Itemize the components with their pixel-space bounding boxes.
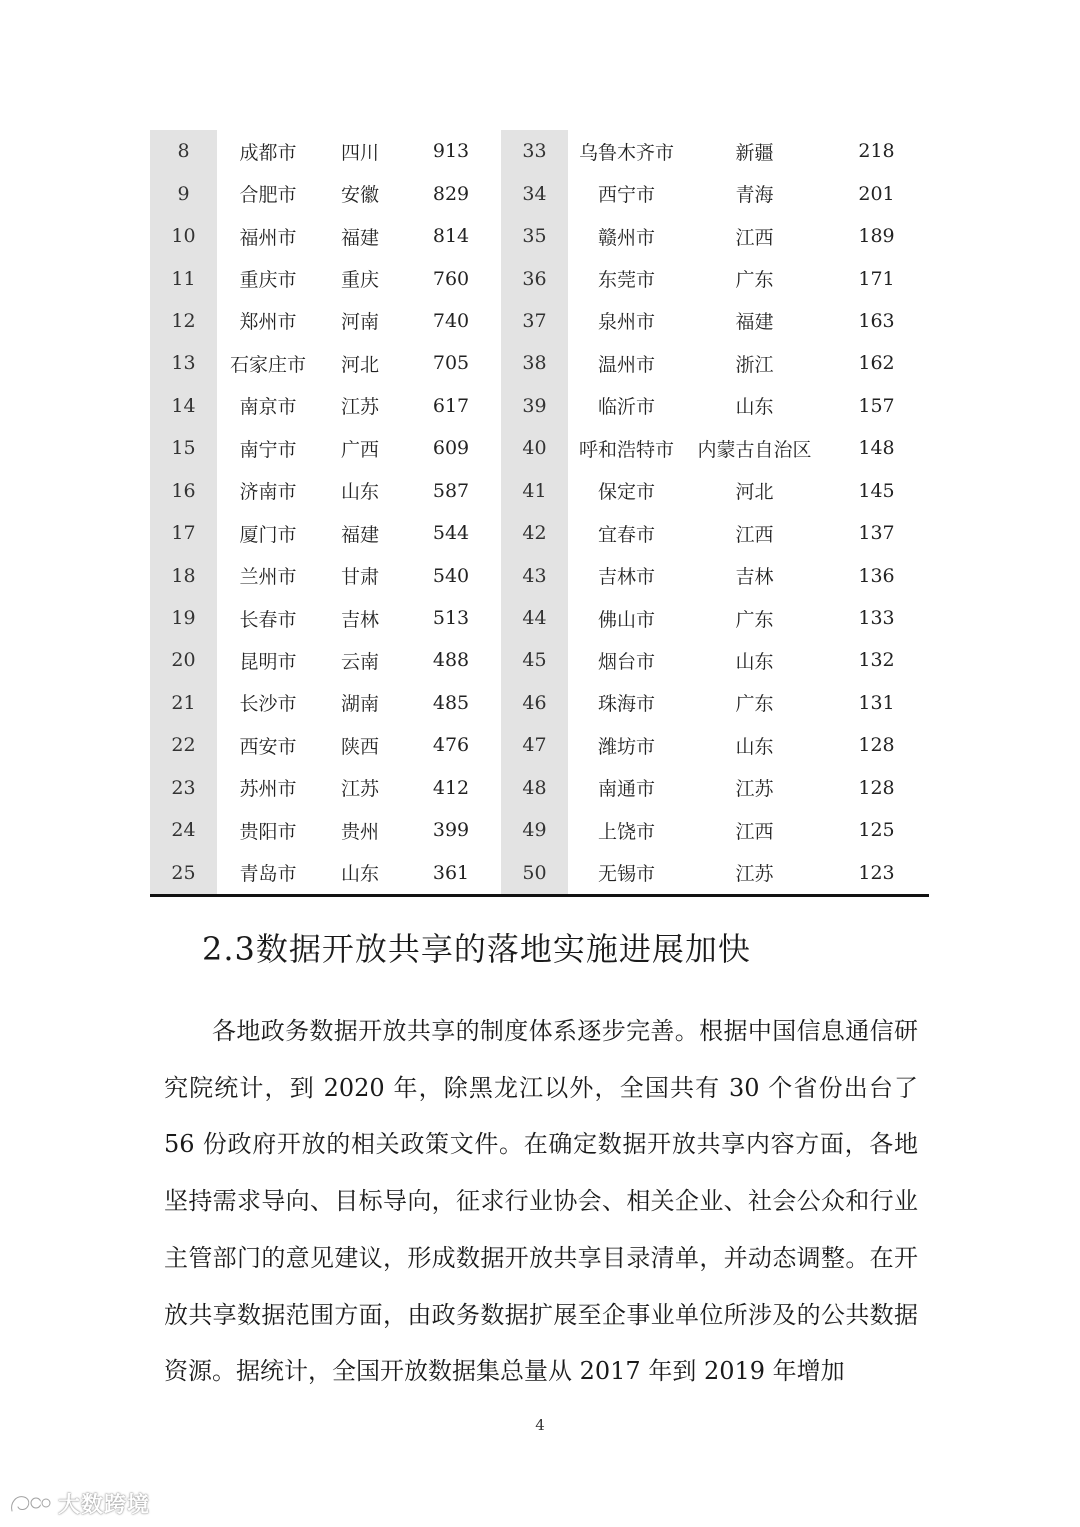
value-cell: 201 [858, 182, 895, 205]
city-ranking-table [150, 130, 929, 897]
city-cell: 温州市 [597, 353, 655, 376]
province-cell: 江西 [735, 226, 774, 249]
rank-cell: 15 [150, 427, 217, 469]
province-cell: 广西 [340, 438, 379, 461]
province-cell: 山东 [735, 396, 774, 419]
province-cell: 河北 [735, 481, 774, 504]
city-cell: 兰州市 [239, 566, 297, 589]
city-cell: 保定市 [597, 481, 655, 504]
table-row [150, 470, 929, 512]
city-cell: 临沂市 [597, 396, 655, 419]
rank-cell: 44 [501, 597, 568, 639]
province-cell: 福建 [340, 226, 379, 249]
value-cell: 476 [432, 734, 470, 757]
province-cell: 江苏 [735, 863, 774, 886]
table-row [150, 554, 929, 596]
rank-cell: 35 [501, 215, 568, 257]
value-cell: 189 [858, 225, 895, 248]
value-cell: 148 [858, 437, 895, 460]
rank-cell: 34 [501, 172, 568, 214]
value-cell: 760 [432, 267, 470, 290]
city-cell: 乌鲁木齐市 [578, 141, 674, 164]
province-cell: 江西 [735, 820, 774, 843]
table-row [150, 130, 929, 172]
rank-cell: 46 [501, 682, 568, 724]
province-cell: 江苏 [340, 396, 379, 419]
rank-cell: 50 [501, 851, 568, 895]
value-cell: 128 [858, 734, 895, 757]
province-cell: 云南 [340, 650, 379, 673]
page-number: 4 [535, 1416, 545, 1434]
province-cell: 山东 [340, 481, 379, 504]
city-cell: 长沙市 [239, 693, 297, 716]
rank-cell: 41 [501, 470, 568, 512]
province-cell: 四川 [340, 141, 379, 164]
province-cell: 新疆 [735, 141, 774, 164]
watermark-text: 大数跨境 [58, 1493, 151, 1518]
province-cell: 吉林 [735, 566, 774, 589]
province-cell: 广东 [735, 269, 774, 292]
value-cell: 705 [432, 352, 470, 375]
rank-cell: 38 [501, 342, 568, 384]
table-row [150, 597, 929, 639]
city-cell: 重庆市 [239, 269, 297, 292]
city-cell: 佛山市 [597, 608, 655, 631]
rank-cell: 42 [501, 512, 568, 554]
value-cell: 617 [432, 394, 470, 417]
province-cell: 青海 [735, 184, 774, 207]
province-cell: 河北 [340, 353, 379, 376]
rank-cell: 16 [150, 470, 217, 512]
rank-cell: 14 [150, 385, 217, 427]
value-cell: 361 [432, 861, 470, 884]
province-cell: 浙江 [735, 353, 774, 376]
province-cell: 广东 [735, 693, 774, 716]
table-row [150, 851, 929, 895]
province-cell: 福建 [340, 523, 379, 546]
value-cell: 171 [858, 267, 895, 290]
value-cell: 123 [858, 861, 895, 884]
value-cell: 399 [432, 819, 470, 842]
value-cell: 587 [432, 479, 470, 502]
table-row [150, 809, 929, 851]
table-row [150, 342, 929, 384]
rank-cell: 19 [150, 597, 217, 639]
city-cell: 上饶市 [597, 820, 655, 843]
city-cell: 珠海市 [597, 693, 655, 716]
value-cell: 137 [858, 522, 895, 545]
city-cell: 呼和浩特市 [578, 438, 674, 461]
city-cell: 青岛市 [239, 863, 297, 886]
rank-cell: 10 [150, 215, 217, 257]
rank-cell: 39 [501, 385, 568, 427]
table-row [150, 257, 929, 299]
value-cell: 133 [858, 607, 895, 630]
city-cell: 南京市 [239, 396, 297, 419]
body-paragraph: 各地政务数据开放共享的制度体系逐步完善。根据中国信息通信研究院统计，到 2020 年，除黑龙江以外，全国共有 30 个省份出台了 56 份政府开放的相关政策文件。在确定数据开放共享内容方面，各地坚持需求导向、目标导向，征求行业协会、相关企业、社会公众和行业主管部门的意见建议，形成数据开放共享目录清单，并动态调整。在开放共享数据范围方面，由政务数据扩展至企事业单位所涉及的公共数据资源。据统计，全国开放数据集总量从 2017 年到 2019 年增加 [164, 1017, 918, 1386]
city-cell: 西安市 [239, 735, 297, 758]
city-cell: 长春市 [239, 608, 297, 631]
province-cell: 陕西 [340, 735, 379, 758]
city-cell: 济南市 [239, 481, 297, 504]
rank-cell: 36 [501, 257, 568, 299]
province-cell: 山东 [735, 735, 774, 758]
value-cell: 128 [858, 776, 895, 799]
city-cell: 烟台市 [597, 650, 655, 673]
value-cell: 136 [858, 564, 895, 587]
table-row [150, 512, 929, 554]
rank-cell: 13 [150, 342, 217, 384]
rank-cell: 49 [501, 809, 568, 851]
province-cell: 甘肃 [340, 566, 379, 589]
table-row [150, 427, 929, 469]
value-cell: 162 [858, 352, 895, 375]
value-cell: 740 [432, 309, 470, 332]
city-cell: 潍坊市 [597, 735, 655, 758]
value-cell: 163 [858, 309, 895, 332]
value-cell: 145 [858, 479, 895, 502]
city-cell: 福州市 [239, 226, 297, 249]
value-cell: 485 [432, 691, 470, 714]
value-cell: 157 [858, 394, 895, 417]
rank-cell: 11 [150, 257, 217, 299]
rank-cell: 8 [150, 130, 217, 172]
table-row [150, 215, 929, 257]
city-cell: 无锡市 [597, 863, 655, 886]
city-cell: 昆明市 [239, 650, 297, 673]
city-cell: 泉州市 [597, 311, 655, 334]
city-cell: 宜春市 [597, 523, 655, 546]
city-cell: 南宁市 [239, 438, 297, 461]
province-cell: 河南 [340, 311, 379, 334]
province-cell: 山东 [735, 650, 774, 673]
province-cell: 江苏 [735, 778, 774, 801]
table-row [150, 767, 929, 809]
city-cell: 成都市 [239, 141, 297, 164]
rank-cell: 37 [501, 300, 568, 342]
rank-cell: 22 [150, 724, 217, 766]
province-cell: 内蒙古自治区 [697, 438, 812, 461]
city-cell: 西宁市 [597, 184, 655, 207]
city-cell: 郑州市 [239, 311, 297, 334]
city-cell: 合肥市 [239, 184, 297, 207]
rank-cell: 18 [150, 554, 217, 596]
province-cell: 湖南 [340, 693, 379, 716]
rank-cell: 17 [150, 512, 217, 554]
province-cell: 福建 [735, 311, 774, 334]
table-row [150, 639, 929, 681]
value-cell: 540 [432, 564, 470, 587]
rank-cell: 20 [150, 639, 217, 681]
value-cell: 544 [432, 522, 470, 545]
value-cell: 218 [858, 140, 895, 163]
city-cell: 赣州市 [597, 226, 655, 249]
logo-icon [8, 1491, 52, 1517]
city-cell: 厦门市 [239, 523, 297, 546]
rank-cell: 47 [501, 724, 568, 766]
value-cell: 513 [432, 607, 470, 630]
city-cell: 南通市 [597, 778, 655, 801]
rank-cell: 43 [501, 554, 568, 596]
city-cell: 石家庄市 [229, 353, 306, 376]
city-cell: 苏州市 [239, 778, 297, 801]
province-cell: 山东 [340, 863, 379, 886]
value-cell: 488 [432, 649, 470, 672]
rank-cell: 23 [150, 767, 217, 809]
province-cell: 吉林 [340, 608, 379, 631]
province-cell: 贵州 [340, 820, 379, 843]
rank-cell: 45 [501, 639, 568, 681]
rank-cell: 48 [501, 767, 568, 809]
value-cell: 913 [432, 140, 470, 163]
rank-cell: 40 [501, 427, 568, 469]
table-row [150, 300, 929, 342]
province-cell: 广东 [735, 608, 774, 631]
table-row [150, 682, 929, 724]
watermark [8, 1488, 150, 1519]
rank-cell: 9 [150, 172, 217, 214]
value-cell: 132 [858, 649, 895, 672]
value-cell: 125 [858, 819, 895, 842]
city-cell: 吉林市 [597, 566, 655, 589]
rank-cell: 33 [501, 130, 568, 172]
table-body [150, 130, 929, 895]
table-row [150, 724, 929, 766]
city-cell: 东莞市 [597, 269, 655, 292]
value-cell: 131 [858, 691, 895, 714]
section-heading: 2.3数据开放共享的落地实施进展加快 [202, 930, 751, 968]
value-cell: 814 [432, 225, 470, 248]
province-cell: 江苏 [340, 778, 379, 801]
province-cell: 江西 [735, 523, 774, 546]
table-row [150, 172, 929, 214]
value-cell: 829 [432, 182, 470, 205]
rank-cell: 12 [150, 300, 217, 342]
province-cell: 安徽 [340, 184, 379, 207]
table-row [150, 385, 929, 427]
rank-cell: 24 [150, 809, 217, 851]
value-cell: 609 [432, 437, 470, 460]
value-cell: 412 [432, 776, 470, 799]
province-cell: 重庆 [340, 269, 379, 292]
rank-cell: 25 [150, 851, 217, 895]
city-cell: 贵阳市 [239, 820, 297, 843]
rank-cell: 21 [150, 682, 217, 724]
